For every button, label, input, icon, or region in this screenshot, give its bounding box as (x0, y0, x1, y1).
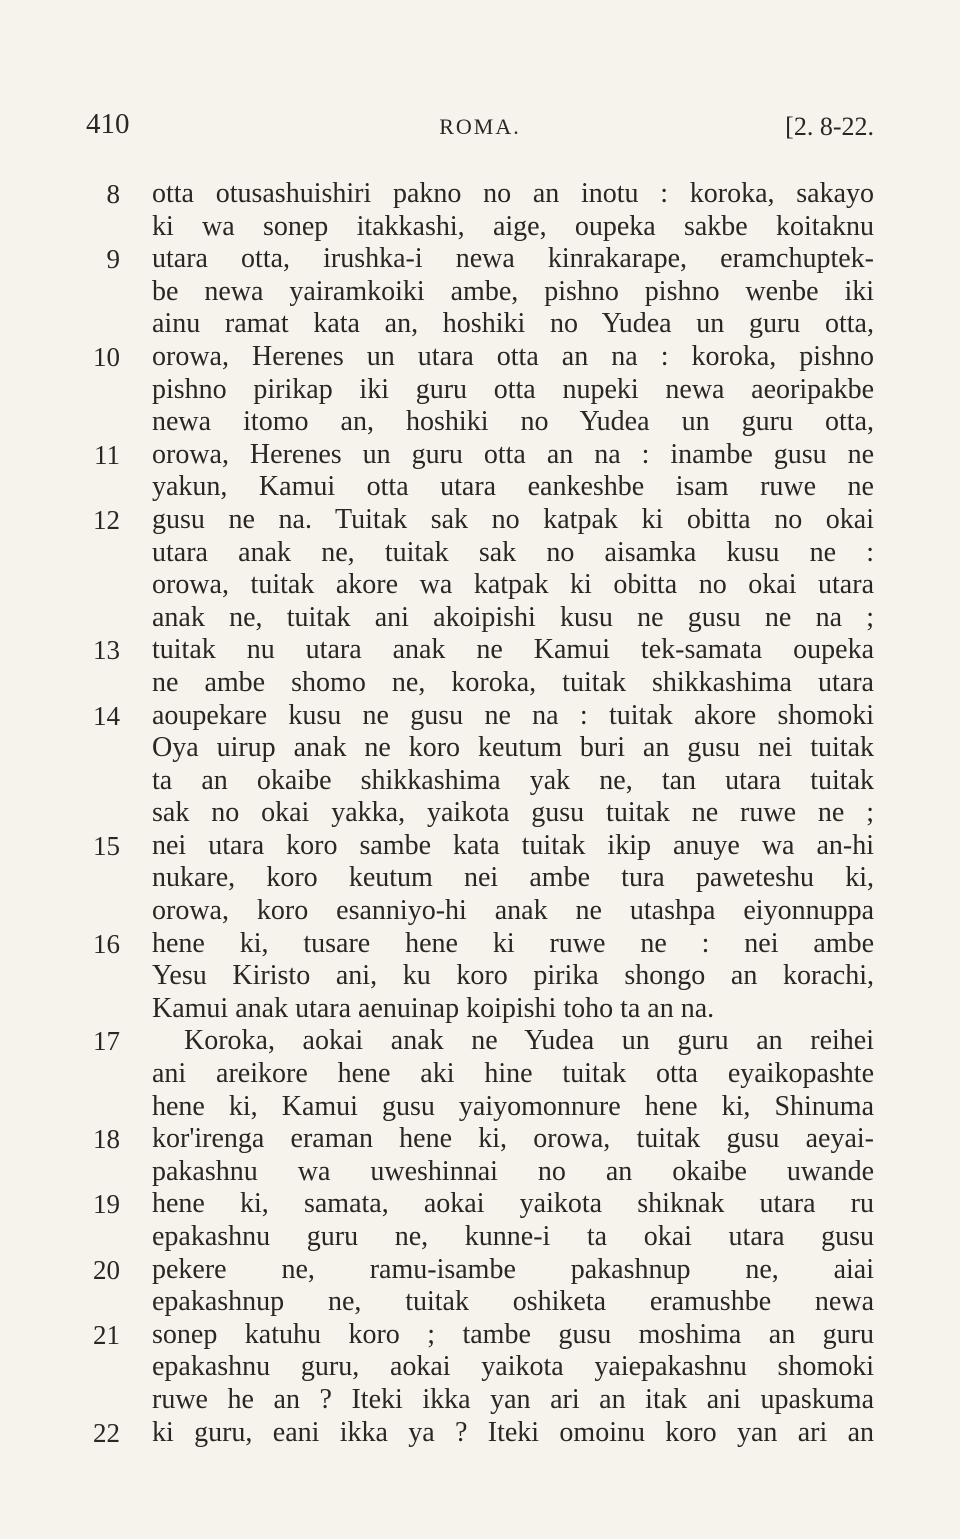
text-line (0, 569, 960, 602)
text-line (0, 1417, 960, 1450)
text-line (0, 374, 960, 407)
text-line (0, 276, 960, 309)
text-line (0, 1319, 960, 1352)
line-text: sonep katuhu koro ; tambe gusu moshima an guru (152, 1318, 874, 1350)
line-text: hene ki, samata, aokai yaikota shiknak utara ru (152, 1188, 874, 1220)
text-line (0, 732, 960, 765)
text-line (0, 1384, 960, 1417)
verse-number: 17 (93, 1026, 120, 1057)
text-line (0, 178, 960, 211)
text-line (0, 504, 960, 537)
running-title: ROMA. (439, 114, 521, 139)
text-line (0, 1254, 960, 1287)
line-text: pekere ne, ramu-isambe pakashnup ne, aiai (152, 1253, 874, 1285)
text-line (0, 406, 960, 439)
line-text: epakashnu guru ne, kunne-i ta okai utara gusu (152, 1221, 874, 1252)
line-text: aoupekare kusu ne gusu ne na : tuitak akore shomoki (152, 699, 874, 731)
text-line (0, 537, 960, 570)
text-line (0, 862, 960, 895)
text-line (0, 993, 960, 1026)
text-line (0, 1188, 960, 1221)
text-line (0, 960, 960, 993)
text-line (0, 471, 960, 504)
verse-number: 22 (93, 1417, 120, 1448)
line-text: kor'irenga eraman hene ki, orowa, tuitak gusu aeyai- (152, 1123, 874, 1155)
line-text: sak no okai yakka, yaikota gusu tuitak ne ruwe ne ; (152, 797, 874, 829)
verse-number: 19 (93, 1189, 120, 1220)
text-line (0, 211, 960, 244)
line-text: otta otusashuishiri pakno no an inotu : koroka, sakayo (152, 178, 874, 209)
verse-number: 10 (93, 341, 120, 372)
verse-number: 20 (93, 1254, 120, 1285)
text-line (0, 895, 960, 928)
text-line (0, 928, 960, 961)
text-line (0, 667, 960, 700)
line-text: Oya uirup anak ne koro keutum buri an gusu nei tuitak (152, 732, 874, 764)
line-text: orowa, Herenes un guru otta an na : inambe gusu ne (152, 438, 874, 470)
text-line (0, 439, 960, 472)
text-line (0, 700, 960, 733)
line-text: nei utara koro sambe kata tuitak ikip anuye wa an-hi (152, 829, 874, 861)
verse-number: 18 (93, 1124, 120, 1155)
text-line (0, 1091, 960, 1124)
page-header (86, 108, 874, 152)
line-text: ani areikore hene aki hine tuitak otta eyaikopashte (152, 1058, 874, 1090)
text-line (0, 1351, 960, 1384)
line-text: ta an okaibe shikkashima yak ne, tan utara tuitak (152, 764, 874, 796)
page-number: 410 (86, 108, 130, 140)
page-body-text (0, 178, 960, 1449)
text-line (0, 1123, 960, 1156)
line-text: anak ne, tuitak ani akoipishi kusu ne gusu ne na ; (152, 601, 874, 633)
text-line (0, 1156, 960, 1189)
line-text: utara anak ne, tuitak sak no aisamka kusu ne : (152, 536, 874, 568)
line-text: ainu ramat kata an, hoshiki no Yudea un guru otta, (152, 308, 874, 340)
text-line (0, 602, 960, 635)
line-text: orowa, Herenes un utara otta an na : koroka, pishno (152, 340, 874, 372)
text-line (0, 765, 960, 798)
verse-number: 8 (106, 179, 120, 209)
verse-number: 12 (93, 504, 120, 535)
line-text: be newa yairamkoiki ambe, pishno pishno wenbe iki (152, 275, 874, 307)
line-text: Koroka, aokai anak ne Yudea un guru an reihei (184, 1025, 874, 1057)
line-text: newa itomo an, hoshiki no Yudea un guru otta, (152, 406, 874, 438)
text-line (0, 1221, 960, 1254)
line-text: ki guru, eani ikka ya ? Iteki omoinu koro yan ari an (152, 1416, 874, 1448)
verse-number: 21 (93, 1319, 120, 1350)
line-text: epakashnup ne, tuitak oshiketa eramushbe newa (152, 1286, 874, 1318)
chapter-verse-reference: [2. 8-22. (785, 112, 874, 141)
text-line (0, 341, 960, 374)
text-line (0, 308, 960, 341)
line-text: hene ki, Kamui gusu yaiyomonnure hene ki, Shinuma (152, 1090, 874, 1122)
line-text: tuitak nu utara anak ne Kamui tek-samata oupeka (152, 634, 874, 666)
line-text: orowa, tuitak akore wa katpak ki obitta no okai utara (152, 569, 874, 601)
text-line (0, 243, 960, 276)
line-text: epakashnu guru, aokai yaikota yaiepakashnu shomoki (152, 1351, 874, 1383)
line-text: ne ambe shomo ne, koroka, tuitak shikkashima utara (152, 666, 874, 698)
text-line (0, 1025, 960, 1058)
text-line (0, 1058, 960, 1091)
verse-number: 15 (93, 830, 120, 861)
verse-number: 13 (93, 635, 120, 666)
line-text: pishno pirikap iki guru otta nupeki newa aeoripakbe (152, 373, 874, 405)
line-text: ki wa sonep itakkashi, aige, oupeka sakbe koitaknu (152, 210, 874, 242)
line-text: hene ki, tusare hene ki ruwe ne : nei ambe (152, 927, 874, 959)
line-text: Kamui anak utara aenuinap koipishi toho ta an na. (152, 992, 715, 1024)
line-text: ruwe he an ? Iteki ikka yan ari an itak ani upaskuma (152, 1383, 874, 1415)
text-line (0, 797, 960, 830)
line-text: Yesu Kiristo ani, ku koro pirika shongo an korachi, (152, 960, 874, 992)
verse-number: 14 (93, 700, 120, 731)
line-text: pakashnu wa uweshinnai no an okaibe uwande (152, 1155, 874, 1187)
text-line (0, 830, 960, 863)
line-text: nukare, koro keutum nei ambe tura paweteshu ki, (152, 862, 874, 894)
line-text: orowa, koro esanniyo-hi anak ne utashpa eiyonnuppa (152, 895, 874, 927)
verse-number: 16 (93, 928, 120, 959)
text-line (0, 1286, 960, 1319)
verse-number: 9 (106, 244, 120, 275)
line-text: utara otta, irushka-i newa kinrakarape, eramchuptek- (152, 243, 874, 275)
text-line (0, 634, 960, 667)
verse-number: 11 (94, 439, 120, 470)
line-text: gusu ne na. Tuitak sak no katpak ki obitta no okai (152, 503, 874, 535)
line-text: yakun, Kamui otta utara eankeshbe isam ruwe ne (152, 471, 874, 503)
